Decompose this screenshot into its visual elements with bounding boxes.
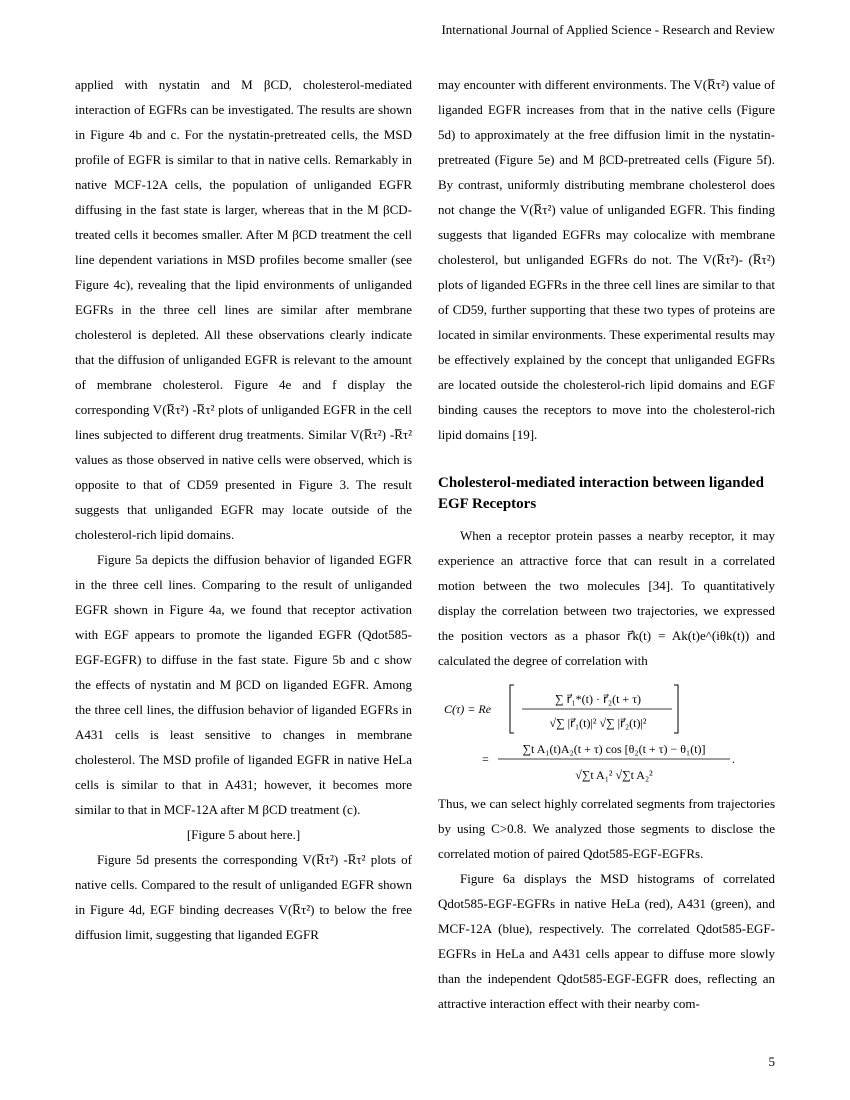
paragraph: Figure 6a displays the MSD histograms of correlated Qdot585-EGF-EGFRs in native HeLa (red), A431 (green), and MCF-12A (blue), respectively. The correlated Qdot585-EGF-EGFRs in HeLa and A431 cells appear to diffuse more slowly than the independent Qdot585-EGF-EGFR does, reflecting an attractive interaction effect with their nearby com- — [438, 871, 775, 1011]
paragraph: applied with nystatin and M βCD, cholesterol-mediated interaction of EGFRs can be investigated. The results are shown in Figure 4b and c. For the nystatin-pretreated cells, the MSD profile of EGFR is similar to that in native cells. Remarkably in native MCF-12A cells, the population of unliganded EGFR diffusing in the fast state is larger, whereas that in the M βCD-treated cells it becomes smaller. After M βCD treatment the cell line dependent variations in MSD profiles become smaller (see Figure 4c), revealing that the lipid environments of unliganded EGFRs in the three cell lines are similar after membrane cholesterol is depleted. All these observations clearly indicate that the diffusion of unliganded EGFR is relevant to the amount of membrane cholesterol. Figure 4e and f display the corresponding V(R̅τ²) -R̅τ² plots of unliganded EGFR in the cell lines subjected to different drug treatments. Similar V(R̅τ²) -R̅τ² values as those observed in native cells were observed, which is opposite to that of CD59 presented in Figure 3. The result suggests that unliganded EGFR may locate outside of the cholesterol-rich lipid domains. — [75, 77, 412, 542]
page-number: 5 — [768, 1054, 775, 1069]
equation-numerator: ∑t A₁(t)A₂(t + τ) cos [θ₂(t + τ) − θ₁(t)] — [522, 742, 706, 756]
equation-equals: = — [482, 752, 489, 766]
equation-denominator: √∑ |r⃗₁(t)|² √∑ |r⃗₂(t)|² — [549, 716, 647, 730]
equation-numerator: ∑ r⃗₁*(t) · r⃗₂(t + τ) — [554, 692, 642, 706]
correlation-equation — [438, 681, 775, 787]
paragraph: may encounter with different environments. The V(R̅τ²) value of liganded EGFR increases from that in the native cells (Figure 5d) to approximately at the free diffusion limit in the nystatin-pretreated (Figure 5e) and M βCD-pretreated cells (Figure 5f). By contrast, uniformly distributing membrane cholesterol does not change the V(R̅τ²) value of unliganded EGFR. This finding suggests that liganded EGFRs may colocalize with membrane cholesterol, but unliganded EGFRs do not. The V(R̅τ²)- (R̅τ²) plots of liganded EGFRs in the three cell lines are similar to that of CD59, further supporting that these two types of proteins are located in similar environments. These experimental results may be effectively explained by the concept that unliganded EGFRs are located outside the cholesterol-rich lipid domains and EGF binding causes the receptors to move into the cholesterol-rich lipid domains [19]. — [438, 77, 775, 442]
section-heading: Cholesterol-mediated interaction between liganded EGF Receptors — [438, 475, 764, 512]
left-column — [75, 72, 412, 947]
figure-placeholder: [Figure 5 about here.] — [186, 827, 301, 842]
equation-denominator: √∑t A₁² √∑t A₂² — [575, 768, 653, 782]
paragraph: When a receptor protein passes a nearby receptor, it may experience an attractive force that can result in a correlated motion between the two molecules [34]. To quantitatively display the correlation between two trajectories, we expressed the position vectors as a phasor r⃗k(t) = Ak(t)e^(iθk(t)) and calculated the degree of correlation with — [438, 528, 775, 668]
equation-period: . — [732, 752, 735, 766]
paragraph: Thus, we can select highly correlated segments from trajectories by using C>0.8. We analyzed those segments to disclose the correlated motion of paired Qdot585-EGF-EGFRs. — [438, 796, 775, 861]
equation-lhs: C(τ) = Re — [444, 702, 492, 716]
paragraph: Figure 5d presents the corresponding V(R̅τ²) -R̅τ² plots of native cells. Compared to the result of unliganded EGFR shown in Figure 4d, EGF binding decreases V(R̅τ²) to below the free diffusion limit, suggesting that liganded EGFR — [75, 852, 412, 942]
paragraph: Figure 5a depicts the diffusion behavior of liganded EGFR in the three cell lines. Comparing to the result of unliganded EGFR shown in Figure 4a, we found that receptor activation with EGF appears to promote the liganded EGFR (Qdot585-EGF-EGFR) to diffuse in the fast state. Figure 5b and c show the effects of nystatin and M βCD on liganded EGFR. Among the three cell lines, the diffusion behavior of liganded EGFRs in A431 cells is least sensitive to changes in membrane cholesterol. The MSD profile of liganded EGFR in native HeLa cells is similar to that in A431; however, it becomes more similar to that in MCF-12A after M βCD treatment (c). — [75, 552, 412, 817]
right-column — [438, 72, 775, 1016]
running-header: International Journal of Applied Science - Research and Review — [441, 22, 775, 37]
equation-graphic — [438, 681, 775, 787]
